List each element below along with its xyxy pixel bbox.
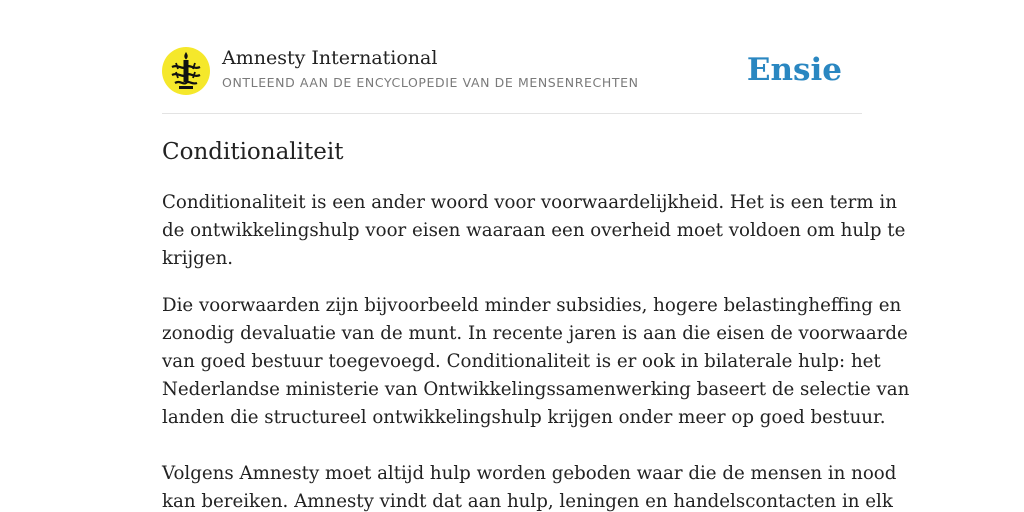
paragraph-1 bbox=[162, 189, 906, 273]
article-container bbox=[162, 0, 910, 512]
text-line: van goed bestuur toegevoegd. Conditionaliteit is er ook in bilaterale hulp: het bbox=[162, 351, 881, 372]
text-line: landen die structureel ontwikkelingshulp krijgen onder meer op goed bestuur. bbox=[162, 407, 886, 428]
paragraph-3 bbox=[162, 460, 897, 512]
text-line: de ontwikkelingshulp voor eisen waaraan een overheid moet voldoen om hulp te bbox=[162, 220, 906, 241]
source-title[interactable]: Amnesty International bbox=[222, 47, 438, 69]
text-line: zonodig devaluatie van de munt. In recente jaren is aan die eisen de voorwaarde bbox=[162, 323, 908, 344]
ensie-brand-logo[interactable]: Ensie bbox=[746, 52, 842, 88]
paragraph-2 bbox=[162, 292, 910, 432]
text-line: Conditionaliteit is een ander woord voor voorwaardelijkheid. Het is een term in bbox=[162, 192, 897, 213]
amnesty-candle-logo-icon[interactable] bbox=[162, 47, 210, 95]
text-line: Volgens Amnesty moet altijd hulp worden geboden waar die de mensen in nood bbox=[162, 463, 897, 484]
source-subtitle: ONTLEEND AAN DE ENCYCLOPEDIE VAN DE MENSENRECHTEN bbox=[222, 75, 639, 90]
article-header bbox=[162, 0, 862, 114]
text-line: krijgen. bbox=[162, 248, 234, 269]
text-line: kan bereiken. Amnesty vindt dat aan hulp, leningen en handelscontacten in elk bbox=[162, 491, 893, 512]
article-title: Conditionaliteit bbox=[162, 139, 344, 165]
text-line: Die voorwaarden zijn bijvoorbeeld minder subsidies, hogere belastingheffing en bbox=[162, 295, 902, 316]
article-body bbox=[162, 189, 910, 512]
text-line: Nederlandse ministerie van Ontwikkelingssamenwerking baseert de selectie van bbox=[162, 379, 910, 400]
